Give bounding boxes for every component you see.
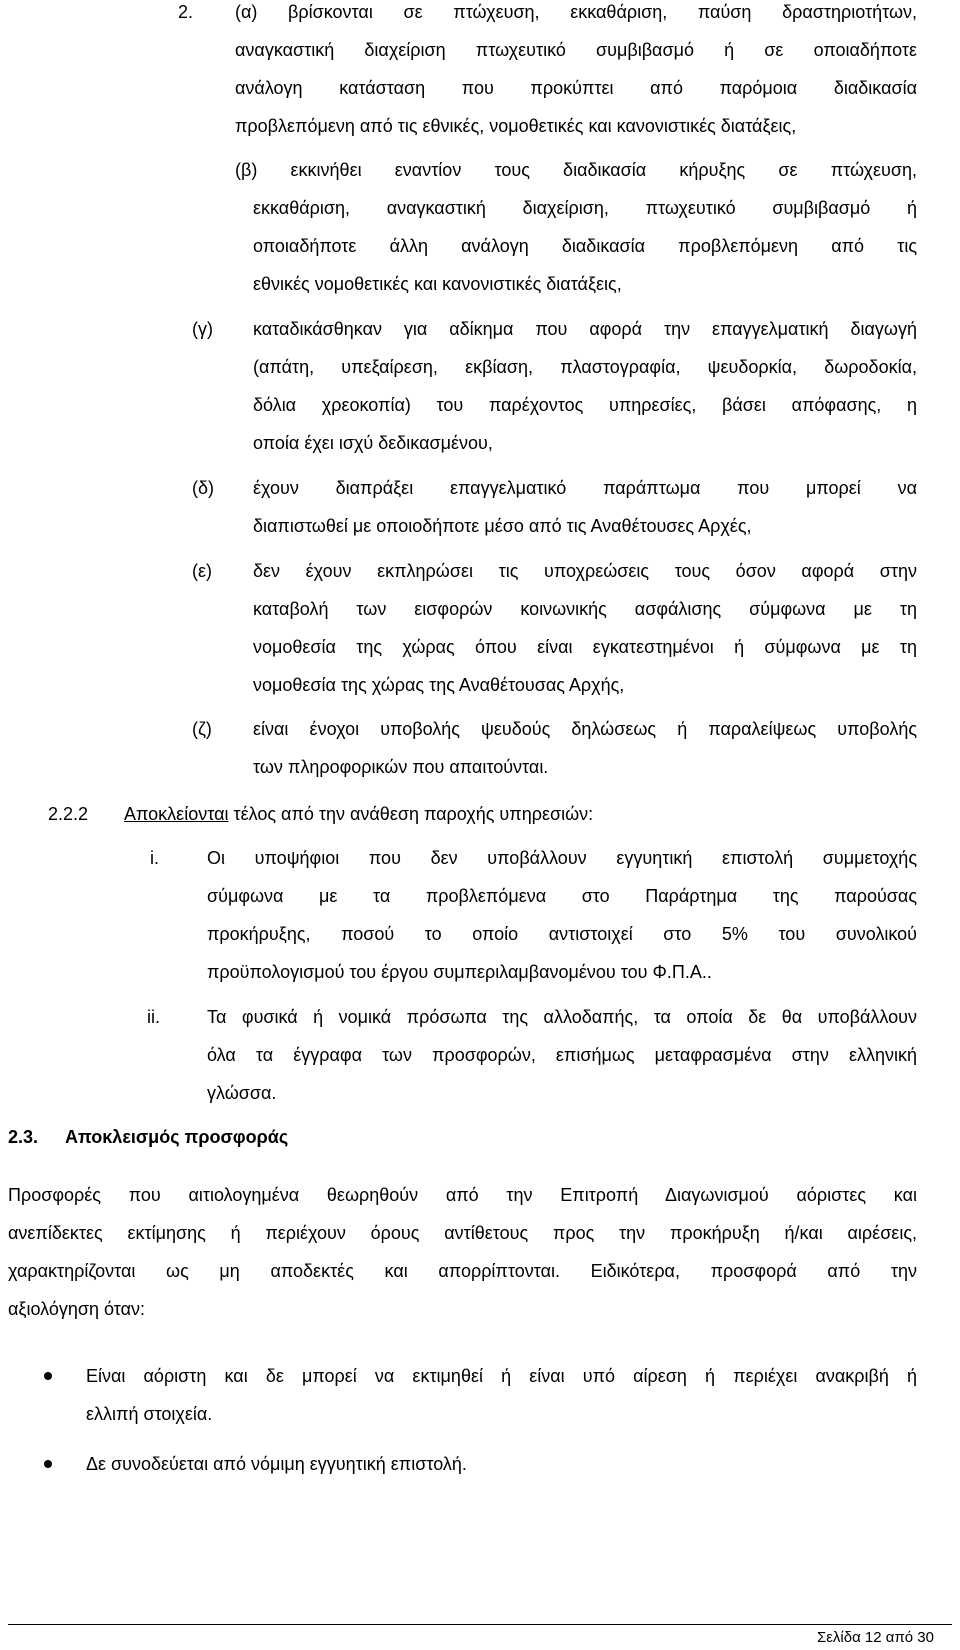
text-line: καταβολή των εισφορών κοινωνικής ασφάλισης σύμφωνα με τη <box>253 599 917 619</box>
item-number: 2. <box>178 2 194 22</box>
text-line: έχουν διαπράξει επαγγελματικό παράπτωμα που μπορεί να <box>253 478 917 498</box>
text-line: προβλεπόμενη από τις εθνικές, νομοθετικές και κανονιστικές διατάξεις, <box>235 116 797 136</box>
text-line: ανάλογη κατάσταση που προκύπτει από παρόμοια διαδικασία <box>235 78 917 98</box>
section-paragraph <box>8 1176 917 1328</box>
clause-label-g: (γ) <box>192 319 213 339</box>
section-title: Αποκλεισμός προσφοράς <box>65 1127 289 1147</box>
text-line: Οι υποψήφιοι που δεν υποβάλλουν εγγυητική επιστολή συμμετοχής <box>207 848 917 868</box>
clause-d <box>253 469 917 545</box>
text-line: ελλιπή στοιχεία. <box>86 1404 213 1424</box>
bullet-icon <box>44 1460 52 1468</box>
item-label-i: i. <box>150 848 159 868</box>
footer-divider <box>8 1624 952 1625</box>
text-line: (απάτη, υπεξαίρεση, εκβίαση, πλαστογραφία, ψευδορκία, δωροδοκία, <box>253 357 917 377</box>
item-label-ii: ii. <box>147 1007 160 1027</box>
text-line: αξιολόγηση όταν: <box>8 1299 146 1319</box>
text-line: διαπιστωθεί με οποιοδήποτε μέσο από τις Αναθέτουσες Αρχές, <box>253 516 752 536</box>
text-line: των πληροφορικών που απαιτούνται. <box>253 757 549 777</box>
text-line: καταδικάσθηκαν για αδίκημα που αφορά την επαγγελματική διαγωγή <box>253 319 917 339</box>
clause-label-z: (ζ) <box>192 719 212 739</box>
text-line: προϋπολογισμού του έργου συμπεριλαμβανομένου του Φ.Π.Α.. <box>207 962 712 982</box>
text-line: οποία έχει ισχύ δεδικασμένου, <box>253 433 493 453</box>
text-line: εθνικές νομοθετικές και κανονιστικές διατάξεις, <box>253 274 622 294</box>
text-line: Τα φυσικά ή νομικά πρόσωπα της αλλοδαπής, τα οποία δε θα υποβάλλουν <box>207 1007 917 1027</box>
text-line: δεν έχουν εκπληρώσει τις υποχρεώσεις τους όσον αφορά στην <box>253 561 917 581</box>
text-line: είναι ένοχοι υποβολής ψευδούς δηλώσεως ή παραλείψεως υποβολής <box>253 719 917 739</box>
clause-b <box>235 151 917 303</box>
clause-g <box>253 310 917 462</box>
item-ii <box>207 998 917 1112</box>
text-line: γλώσσα. <box>207 1083 277 1103</box>
text-line: αναγκαστική διαχείριση πτωχευτικό συμβιβασμό ή σε οποιαδήποτε <box>235 40 917 60</box>
clause-label-d: (δ) <box>192 478 215 498</box>
text-line: νομοθεσία της χώρας όπου είναι εγκατεστημένοι ή σύμφωνα με τη <box>253 637 917 657</box>
bullet-icon <box>44 1372 52 1380</box>
page-number: Σελίδα 12 από 30 <box>816 1629 934 1646</box>
bullet-item: Δε συνοδεύεται από νόμιμη εγγυητική επιστολή. <box>86 1454 467 1474</box>
text-line: Προσφορές που αιτιολογημένα θεωρηθούν από την Επιτροπή Διαγωνισμού αόριστες και <box>8 1185 917 1205</box>
item-i <box>207 839 917 991</box>
section-heading-rest: τέλος από την ανάθεση παροχής υπηρεσιών: <box>228 804 594 824</box>
section-number: 2.3. <box>8 1127 39 1147</box>
text-line: νομοθεσία της χώρας της Αναθέτουσας Αρχής, <box>253 675 625 695</box>
text-line: (β) εκκινήθει εναντίον τους διαδικασία κήρυξης σε πτώχευση, <box>235 160 917 180</box>
text-line: Είναι αόριστη και δε μπορεί να εκτιμηθεί ή είναι υπό αίρεση ή περιέχει ανακριβή ή <box>86 1366 917 1386</box>
section-heading-underlined: Αποκλείονται <box>124 804 229 824</box>
text-line: εκκαθάριση, αναγκαστική διαχείριση, πτωχευτικό συμβιβασμό ή <box>253 198 917 218</box>
clause-e <box>253 552 917 704</box>
bullet-item <box>86 1357 917 1433</box>
text-line: δόλια χρεοκοπία) του παρέχοντος υπηρεσίες, βάσει απόφασης, η <box>253 395 917 415</box>
text-line: όλα τα έγγραφα των προσφορών, επισήμως μεταφρασμένα στην ελληνική <box>207 1045 917 1065</box>
text-line: σύμφωνα με τα προβλεπόμενα στο Παράρτημα της παρούσας <box>207 886 917 906</box>
clause-a-body <box>235 31 917 145</box>
text-line: προκήρυξης, ποσού το οποίο αντιστοιχεί στο 5% του συνολικού <box>207 924 917 944</box>
section-number: 2.2.2 <box>48 804 89 824</box>
text-line: χαρακτηρίζονται ως μη αποδεκτές και απορρίπτονται. Ειδικότερα, προσφορά από την <box>8 1261 917 1281</box>
text-line: οποιαδήποτε άλλη ανάλογη διαδικασία προβλεπόμενη από τις <box>253 236 917 256</box>
clause-z <box>253 710 917 786</box>
clause-a <box>235 0 917 145</box>
text-line: (α) βρίσκονται σε πτώχευση, εκκαθάριση, παύση δραστηριοτήτων, <box>235 2 917 22</box>
text-line: ανεπίδεκτες εκτίμησης ή περιέχουν όρους αντίθετους προς την προκήρυξη ή/και αιρέσεις, <box>8 1223 917 1243</box>
clause-label-e: (ε) <box>192 561 213 581</box>
section-heading <box>124 795 593 833</box>
